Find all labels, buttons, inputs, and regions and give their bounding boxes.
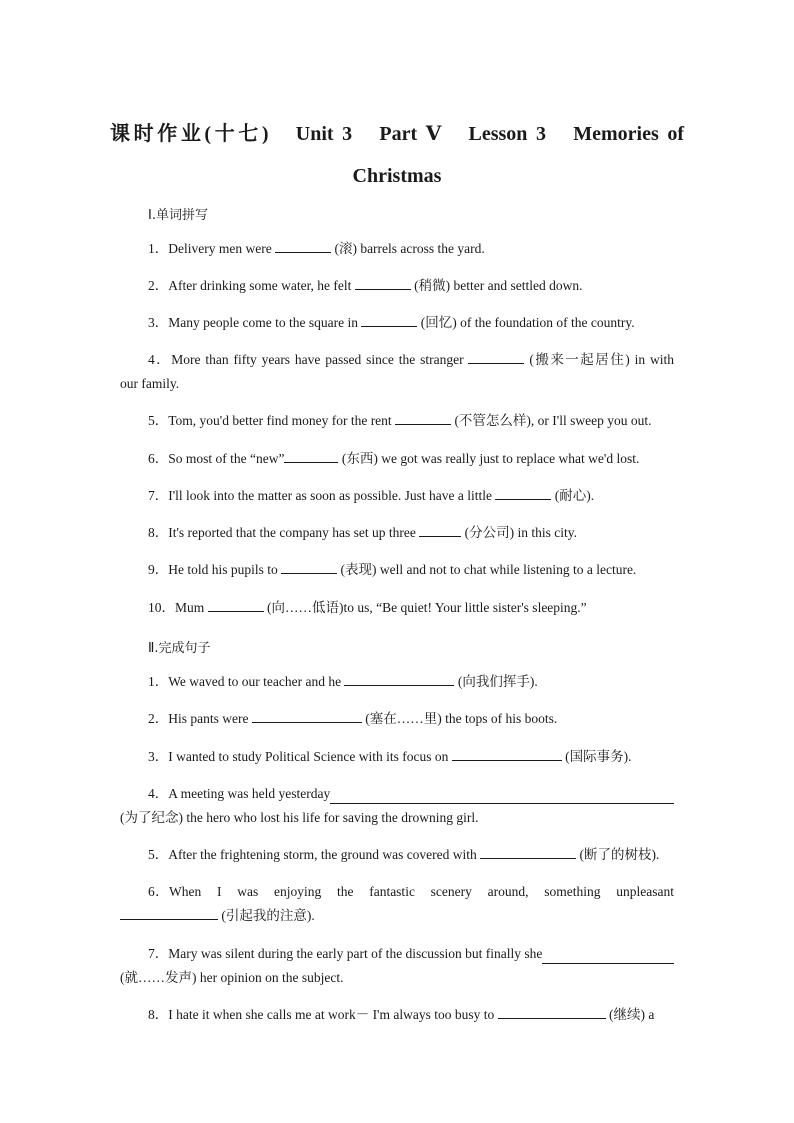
answer-blank[interactable]: [330, 790, 674, 804]
item-text: After the frightening storm, the ground was covered with: [168, 847, 481, 862]
answer-blank[interactable]: [495, 486, 551, 500]
item-text: We waved to our teacher and he: [168, 674, 345, 689]
answer-blank[interactable]: [498, 1005, 606, 1019]
item-number: 8．: [148, 1007, 169, 1022]
list-item: [120, 843, 674, 867]
item-text: A meeting was held yesterday: [168, 786, 331, 801]
title-line-1: 课时作业(十七) Unit 3 Part Ⅴ Lesson 3 Memories of: [110, 123, 684, 145]
item-text-continued: our family.: [120, 376, 180, 391]
list-item: [120, 596, 674, 620]
item-text: (塞在……里) the tops of his boots.: [361, 711, 558, 726]
item-number: 3．: [148, 315, 169, 330]
item-text: He told his pupils to: [168, 562, 282, 577]
item-number: 1．: [148, 241, 169, 256]
item-text: (稍微) better and settled down.: [410, 278, 583, 293]
item-number: 4．: [148, 786, 169, 801]
list-item: [120, 484, 674, 508]
item-text: When I was enjoying the fantastic scenery around, something unpleasant: [169, 884, 674, 899]
item-text: (断了的树枝).: [576, 847, 660, 862]
page-title: [110, 113, 684, 197]
item-text: More than fifty years have passed since the stranger: [171, 352, 469, 367]
item-number: 1．: [148, 674, 169, 689]
answer-blank[interactable]: [355, 276, 411, 290]
list-item: [120, 447, 674, 471]
section-heading-sentences: Ⅱ.完成句子: [148, 641, 211, 656]
item-number: 8．: [148, 525, 169, 540]
item-number: 5．: [148, 847, 169, 862]
item-text: (东西) we got was really just to replace what we'd lost.: [338, 451, 640, 466]
item-text: (向……低语)to us, “Be quiet! Your little sister's sleeping.”: [263, 600, 587, 615]
list-item: [120, 558, 674, 582]
answer-blank[interactable]: [344, 672, 454, 686]
list-item: [120, 311, 674, 335]
item-text: (向我们挥手).: [454, 674, 538, 689]
item-text: Mary was silent during the early part of the discussion but finally she: [168, 946, 543, 961]
item-text: Tom, you'd better find money for the rent: [168, 413, 396, 428]
item-number: 7．: [148, 488, 169, 503]
item-text: (耐心).: [551, 488, 595, 503]
list-item: [120, 409, 674, 433]
answer-blank[interactable]: [361, 313, 417, 327]
item-number: 4．: [148, 352, 172, 367]
answer-blank[interactable]: [480, 845, 576, 859]
item-text: (回忆) of the foundation of the country.: [417, 315, 635, 330]
item-text: Delivery men were: [168, 241, 276, 256]
item-text: (滚) barrels across the yard.: [331, 241, 485, 256]
answer-blank[interactable]: [452, 747, 562, 761]
list-item: [120, 1003, 674, 1027]
answer-blank[interactable]: [419, 523, 461, 537]
answer-blank[interactable]: [252, 709, 362, 723]
answer-blank[interactable]: [208, 598, 264, 612]
item-number: 10．: [148, 600, 175, 615]
item-text-continued: (就……发声) her opinion on the subject.: [120, 970, 344, 985]
item-text: (分公司) in this city.: [461, 525, 577, 540]
item-text: His pants were: [168, 711, 252, 726]
list-item: [120, 942, 674, 990]
item-number: 2．: [148, 711, 169, 726]
list-item: [120, 745, 674, 769]
answer-blank[interactable]: [542, 950, 674, 964]
list-item: [120, 782, 674, 830]
item-number: 7．: [148, 946, 169, 961]
answer-blank[interactable]: [120, 906, 218, 920]
list-item: [120, 707, 674, 731]
item-text: (搬来一起居住) in with: [524, 352, 675, 367]
answer-blank[interactable]: [284, 449, 338, 463]
item-text: So most of the “new”: [168, 451, 285, 466]
item-text: I'll look into the matter as soon as possible. Just have a little: [168, 488, 496, 503]
item-text: (表现) well and not to chat while listening to a lecture.: [337, 562, 637, 577]
item-number: 5．: [148, 413, 169, 428]
list-item: [120, 670, 674, 694]
item-text: (国际事务).: [561, 749, 632, 764]
item-text: Mum: [175, 600, 208, 615]
item-text: After drinking some water, he felt: [168, 278, 355, 293]
item-text: I wanted to study Political Science with its focus on: [168, 749, 452, 764]
section-heading-spelling: Ⅰ.单词拼写: [148, 208, 208, 223]
item-number: 9．: [148, 562, 169, 577]
answer-blank[interactable]: [468, 350, 524, 364]
item-number: 6．: [148, 451, 169, 466]
item-text-continued: (引起我的注意).: [218, 908, 315, 923]
item-text: I hate it when she calls me at work－ I'm always too busy to: [168, 1007, 498, 1022]
item-text: (继续) a: [605, 1007, 655, 1022]
answer-blank[interactable]: [395, 411, 451, 425]
list-item: [120, 348, 674, 396]
item-text: It's reported that the company has set up three: [168, 525, 420, 540]
list-item: [120, 237, 674, 261]
list-item: [120, 521, 674, 545]
item-number: 6．: [148, 884, 169, 899]
item-text: Many people come to the square in: [168, 315, 362, 330]
item-text: (不管怎么样), or I'll sweep you out.: [451, 413, 652, 428]
answer-blank[interactable]: [281, 560, 337, 574]
list-item: [120, 880, 674, 928]
title-line-2: Christmas: [352, 165, 442, 187]
list-item: [120, 274, 674, 298]
item-number: 2．: [148, 278, 169, 293]
item-number: 3．: [148, 749, 169, 764]
answer-blank[interactable]: [275, 239, 331, 253]
item-text-continued: (为了纪念) the hero who lost his life for saving the drowning girl.: [120, 810, 479, 825]
